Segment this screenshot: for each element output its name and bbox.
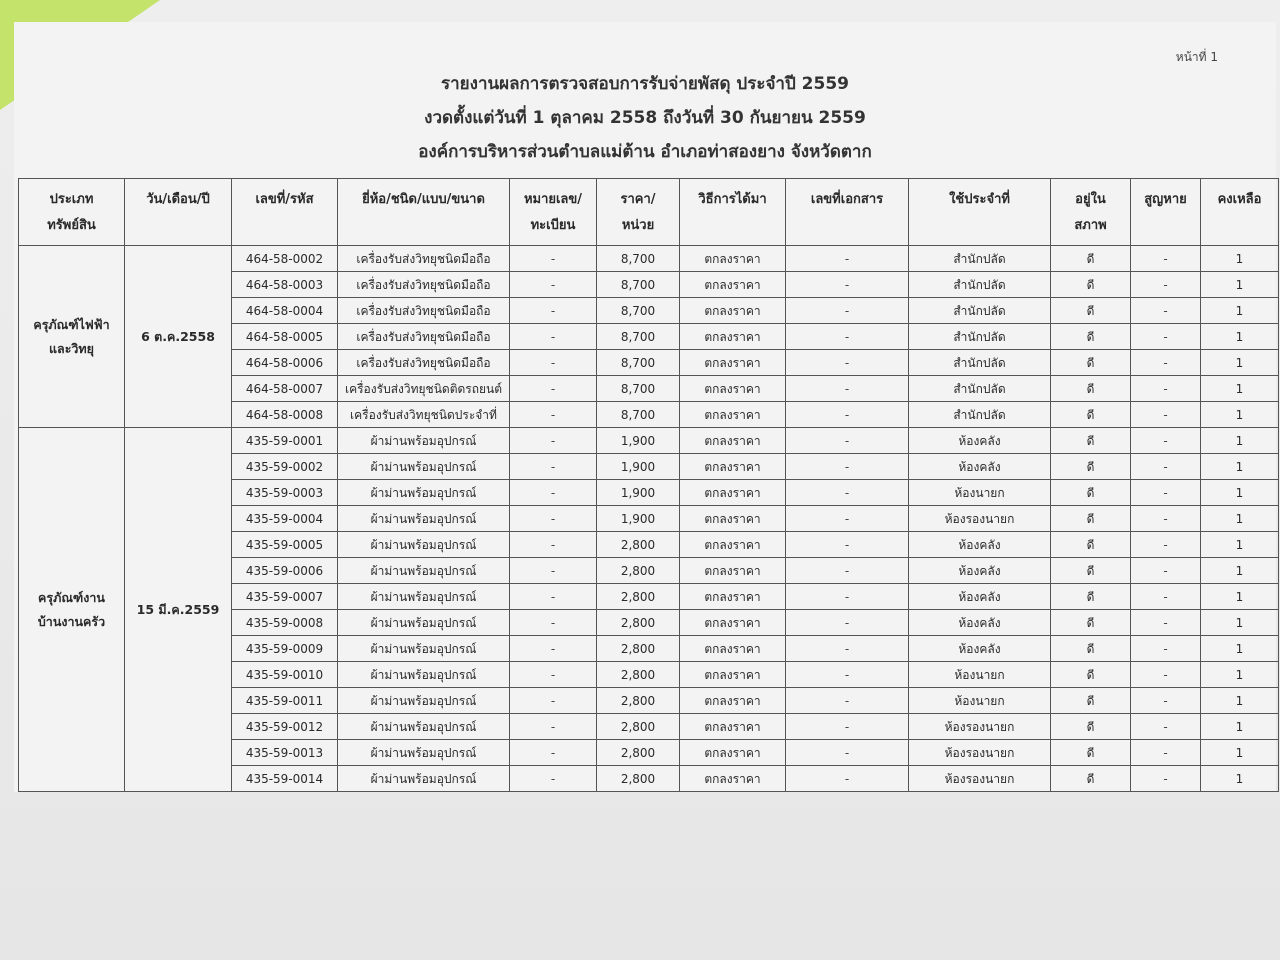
remaining-cell: 1	[1201, 428, 1279, 454]
remaining-cell: 1	[1201, 454, 1279, 480]
condition-cell: ดี	[1051, 714, 1131, 740]
registration-cell: -	[510, 272, 597, 298]
remaining-cell: 1	[1201, 688, 1279, 714]
report-period: งวดตั้งแต่วันที่ 1 ตุลาคม 2558 ถึงวันที่ 30 กันยายน 2559	[424, 108, 866, 128]
remaining-cell: 1	[1201, 610, 1279, 636]
inventory-table	[18, 178, 1279, 792]
col-price: ราคา/ หน่วย	[597, 179, 680, 246]
acquisition-method-cell: ตกลงราคา	[680, 298, 786, 324]
location-cell: ห้องคลัง	[909, 584, 1051, 610]
item-description-cell: ผ้าม่านพร้อมอุปกรณ์	[338, 506, 510, 532]
lost-cell: -	[1131, 454, 1201, 480]
acquisition-method-cell: ตกลงราคา	[680, 766, 786, 792]
asset-category-cell: ครุภัณฑ์ไฟฟ้า และวิทยุ	[19, 246, 125, 428]
document-number-cell: -	[786, 480, 909, 506]
document-number-cell: -	[786, 402, 909, 428]
location-cell: สำนักปลัด	[909, 402, 1051, 428]
item-description-cell: ผ้าม่านพร้อมอุปกรณ์	[338, 480, 510, 506]
condition-cell: ดี	[1051, 584, 1131, 610]
location-cell: สำนักปลัด	[909, 350, 1051, 376]
condition-cell: ดี	[1051, 454, 1131, 480]
lost-cell: -	[1131, 662, 1201, 688]
price-cell: 8,700	[597, 324, 680, 350]
location-cell: ห้องคลัง	[909, 636, 1051, 662]
item-description-cell: ผ้าม่านพร้อมอุปกรณ์	[338, 766, 510, 792]
remaining-cell: 1	[1201, 402, 1279, 428]
registration-cell: -	[510, 428, 597, 454]
item-code-cell: 435-59-0010	[232, 662, 338, 688]
item-code-cell: 435-59-0004	[232, 506, 338, 532]
col-acquisition-method: วิธีการได้มา	[680, 179, 786, 246]
condition-cell: ดี	[1051, 766, 1131, 792]
registration-cell: -	[510, 246, 597, 272]
registration-cell: -	[510, 376, 597, 402]
registration-cell: -	[510, 402, 597, 428]
condition-cell: ดี	[1051, 506, 1131, 532]
price-cell: 2,800	[597, 558, 680, 584]
acquisition-method-cell: ตกลงราคา	[680, 454, 786, 480]
col-document-number: เลขที่เอกสาร	[786, 179, 909, 246]
condition-cell: ดี	[1051, 428, 1131, 454]
acquisition-method-cell: ตกลงราคา	[680, 376, 786, 402]
item-code-cell: 435-59-0001	[232, 428, 338, 454]
location-cell: ห้องคลัง	[909, 454, 1051, 480]
condition-cell: ดี	[1051, 480, 1131, 506]
col-date: วัน/เดือน/ปี	[125, 179, 232, 246]
price-cell: 8,700	[597, 272, 680, 298]
price-cell: 2,800	[597, 636, 680, 662]
item-code-cell: 464-58-0008	[232, 402, 338, 428]
lost-cell: -	[1131, 688, 1201, 714]
lost-cell: -	[1131, 740, 1201, 766]
registration-cell: -	[510, 350, 597, 376]
item-description-cell: ผ้าม่านพร้อมอุปกรณ์	[338, 558, 510, 584]
remaining-cell: 1	[1201, 272, 1279, 298]
condition-cell: ดี	[1051, 272, 1131, 298]
location-cell: สำนักปลัด	[909, 298, 1051, 324]
lost-cell: -	[1131, 506, 1201, 532]
document-number-cell: -	[786, 584, 909, 610]
price-cell: 8,700	[597, 376, 680, 402]
document-number-cell: -	[786, 454, 909, 480]
lost-cell: -	[1131, 402, 1201, 428]
item-description-cell: ผ้าม่านพร้อมอุปกรณ์	[338, 454, 510, 480]
remaining-cell: 1	[1201, 506, 1279, 532]
location-cell: ห้องนายก	[909, 480, 1051, 506]
price-cell: 8,700	[597, 298, 680, 324]
item-code-cell: 435-59-0013	[232, 740, 338, 766]
col-condition: อยู่ใน สภาพ	[1051, 179, 1131, 246]
col-brand-type: ยี่ห้อ/ชนิด/แบบ/ขนาด	[338, 179, 510, 246]
item-description-cell: เครื่องรับส่งวิทยุชนิดมือถือ	[338, 324, 510, 350]
condition-cell: ดี	[1051, 402, 1131, 428]
price-cell: 1,900	[597, 480, 680, 506]
price-cell: 2,800	[597, 532, 680, 558]
location-cell: ห้องรองนายก	[909, 740, 1051, 766]
item-code-cell: 435-59-0003	[232, 480, 338, 506]
registration-cell: -	[510, 558, 597, 584]
document-number-cell: -	[786, 740, 909, 766]
document-number-cell: -	[786, 714, 909, 740]
price-cell: 2,800	[597, 662, 680, 688]
condition-cell: ดี	[1051, 246, 1131, 272]
lost-cell: -	[1131, 714, 1201, 740]
col-lost: สูญหาย	[1131, 179, 1201, 246]
remaining-cell: 1	[1201, 766, 1279, 792]
lost-cell: -	[1131, 558, 1201, 584]
item-code-cell: 435-59-0005	[232, 532, 338, 558]
acquisition-date-cell: 6 ต.ค.2558	[125, 246, 232, 428]
item-description-cell: ผ้าม่านพร้อมอุปกรณ์	[338, 740, 510, 766]
registration-cell: -	[510, 766, 597, 792]
remaining-cell: 1	[1201, 714, 1279, 740]
condition-cell: ดี	[1051, 324, 1131, 350]
lost-cell: -	[1131, 324, 1201, 350]
item-code-cell: 435-59-0002	[232, 454, 338, 480]
document-number-cell: -	[786, 428, 909, 454]
acquisition-method-cell: ตกลงราคา	[680, 428, 786, 454]
remaining-cell: 1	[1201, 246, 1279, 272]
item-code-cell: 435-59-0006	[232, 558, 338, 584]
registration-cell: -	[510, 454, 597, 480]
acquisition-method-cell: ตกลงราคา	[680, 714, 786, 740]
condition-cell: ดี	[1051, 532, 1131, 558]
item-code-cell: 464-58-0005	[232, 324, 338, 350]
asset-category-cell: ครุภัณฑ์งาน บ้านงานครัว	[19, 428, 125, 792]
item-code-cell: 435-59-0011	[232, 688, 338, 714]
lost-cell: -	[1131, 610, 1201, 636]
item-description-cell: ผ้าม่านพร้อมอุปกรณ์	[338, 610, 510, 636]
document-number-cell: -	[786, 506, 909, 532]
location-cell: ห้องรองนายก	[909, 714, 1051, 740]
condition-cell: ดี	[1051, 610, 1131, 636]
item-description-cell: ผ้าม่านพร้อมอุปกรณ์	[338, 714, 510, 740]
condition-cell: ดี	[1051, 740, 1131, 766]
acquisition-date-cell: 15 มี.ค.2559	[125, 428, 232, 792]
item-description-cell: เครื่องรับส่งวิทยุชนิดมือถือ	[338, 298, 510, 324]
acquisition-method-cell: ตกลงราคา	[680, 558, 786, 584]
acquisition-method-cell: ตกลงราคา	[680, 350, 786, 376]
document-page	[14, 22, 1276, 792]
document-number-cell: -	[786, 350, 909, 376]
item-code-cell: 464-58-0004	[232, 298, 338, 324]
item-description-cell: ผ้าม่านพร้อมอุปกรณ์	[338, 636, 510, 662]
remaining-cell: 1	[1201, 298, 1279, 324]
document-number-cell: -	[786, 532, 909, 558]
document-number-cell: -	[786, 688, 909, 714]
item-code-cell: 464-58-0006	[232, 350, 338, 376]
document-number-cell: -	[786, 246, 909, 272]
acquisition-method-cell: ตกลงราคา	[680, 402, 786, 428]
price-cell: 2,800	[597, 584, 680, 610]
lost-cell: -	[1131, 480, 1201, 506]
price-cell: 2,800	[597, 714, 680, 740]
registration-cell: -	[510, 662, 597, 688]
document-number-cell: -	[786, 766, 909, 792]
registration-cell: -	[510, 740, 597, 766]
item-description-cell: เครื่องรับส่งวิทยุชนิดมือถือ	[338, 350, 510, 376]
remaining-cell: 1	[1201, 636, 1279, 662]
item-description-cell: ผ้าม่านพร้อมอุปกรณ์	[338, 428, 510, 454]
remaining-cell: 1	[1201, 324, 1279, 350]
price-cell: 1,900	[597, 454, 680, 480]
table-header-row	[19, 179, 1279, 246]
item-code-cell: 435-59-0014	[232, 766, 338, 792]
lost-cell: -	[1131, 298, 1201, 324]
remaining-cell: 1	[1201, 532, 1279, 558]
remaining-cell: 1	[1201, 740, 1279, 766]
col-location: ใช้ประจำที่	[909, 179, 1051, 246]
report-organization: องค์การบริหารส่วนตำบลแม่ต้าน อำเภอท่าสองยาง จังหวัดตาก	[418, 142, 872, 162]
item-description-cell: ผ้าม่านพร้อมอุปกรณ์	[338, 662, 510, 688]
location-cell: ห้องนายก	[909, 688, 1051, 714]
item-description-cell: ผ้าม่านพร้อมอุปกรณ์	[338, 688, 510, 714]
location-cell: สำนักปลัด	[909, 376, 1051, 402]
remaining-cell: 1	[1201, 584, 1279, 610]
price-cell: 1,900	[597, 428, 680, 454]
table-row	[19, 428, 1279, 454]
document-number-cell: -	[786, 636, 909, 662]
item-description-cell: เครื่องรับส่งวิทยุชนิดติดรถยนต์	[338, 376, 510, 402]
acquisition-method-cell: ตกลงราคา	[680, 532, 786, 558]
lost-cell: -	[1131, 766, 1201, 792]
location-cell: สำนักปลัด	[909, 324, 1051, 350]
item-code-cell: 435-59-0008	[232, 610, 338, 636]
document-number-cell: -	[786, 662, 909, 688]
registration-cell: -	[510, 610, 597, 636]
location-cell: ห้องนายก	[909, 662, 1051, 688]
acquisition-method-cell: ตกลงราคา	[680, 662, 786, 688]
page-number: หน้าที่ 1	[1175, 50, 1218, 64]
acquisition-method-cell: ตกลงราคา	[680, 740, 786, 766]
location-cell: ห้องรองนายก	[909, 506, 1051, 532]
acquisition-method-cell: ตกลงราคา	[680, 324, 786, 350]
item-code-cell: 464-58-0002	[232, 246, 338, 272]
lost-cell: -	[1131, 246, 1201, 272]
document-number-cell: -	[786, 324, 909, 350]
location-cell: สำนักปลัด	[909, 272, 1051, 298]
item-code-cell: 464-58-0007	[232, 376, 338, 402]
document-number-cell: -	[786, 558, 909, 584]
price-cell: 2,800	[597, 766, 680, 792]
condition-cell: ดี	[1051, 636, 1131, 662]
acquisition-method-cell: ตกลงราคา	[680, 480, 786, 506]
col-asset-type: ประเภท ทรัพย์สิน	[19, 179, 125, 246]
location-cell: ห้องคลัง	[909, 532, 1051, 558]
item-code-cell: 464-58-0003	[232, 272, 338, 298]
table-row	[19, 246, 1279, 272]
acquisition-method-cell: ตกลงราคา	[680, 246, 786, 272]
lost-cell: -	[1131, 350, 1201, 376]
acquisition-method-cell: ตกลงราคา	[680, 272, 786, 298]
price-cell: 2,800	[597, 610, 680, 636]
price-cell: 2,800	[597, 688, 680, 714]
registration-cell: -	[510, 506, 597, 532]
report-title: รายงานผลการตรวจสอบการรับจ่ายพัสดุ ประจำปี 2559	[441, 74, 849, 94]
location-cell: ห้องคลัง	[909, 610, 1051, 636]
location-cell: ห้องคลัง	[909, 428, 1051, 454]
item-code-cell: 435-59-0009	[232, 636, 338, 662]
item-description-cell: เครื่องรับส่งวิทยุชนิดมือถือ	[338, 246, 510, 272]
item-description-cell: ผ้าม่านพร้อมอุปกรณ์	[338, 532, 510, 558]
item-code-cell: 435-59-0012	[232, 714, 338, 740]
lost-cell: -	[1131, 272, 1201, 298]
registration-cell: -	[510, 688, 597, 714]
remaining-cell: 1	[1201, 558, 1279, 584]
price-cell: 1,900	[597, 506, 680, 532]
acquisition-method-cell: ตกลงราคา	[680, 584, 786, 610]
location-cell: สำนักปลัด	[909, 246, 1051, 272]
col-registration: หมายเลข/ ทะเบียน	[510, 179, 597, 246]
item-description-cell: ผ้าม่านพร้อมอุปกรณ์	[338, 584, 510, 610]
location-cell: ห้องคลัง	[909, 558, 1051, 584]
col-remaining: คงเหลือ	[1201, 179, 1279, 246]
document-number-cell: -	[786, 272, 909, 298]
price-cell: 2,800	[597, 740, 680, 766]
registration-cell: -	[510, 298, 597, 324]
lost-cell: -	[1131, 532, 1201, 558]
remaining-cell: 1	[1201, 662, 1279, 688]
registration-cell: -	[510, 324, 597, 350]
remaining-cell: 1	[1201, 480, 1279, 506]
condition-cell: ดี	[1051, 688, 1131, 714]
registration-cell: -	[510, 584, 597, 610]
acquisition-method-cell: ตกลงราคา	[680, 610, 786, 636]
lost-cell: -	[1131, 636, 1201, 662]
condition-cell: ดี	[1051, 298, 1131, 324]
price-cell: 8,700	[597, 246, 680, 272]
remaining-cell: 1	[1201, 350, 1279, 376]
condition-cell: ดี	[1051, 376, 1131, 402]
remaining-cell: 1	[1201, 376, 1279, 402]
condition-cell: ดี	[1051, 558, 1131, 584]
acquisition-method-cell: ตกลงราคา	[680, 688, 786, 714]
document-number-cell: -	[786, 298, 909, 324]
document-number-cell: -	[786, 610, 909, 636]
document-number-cell: -	[786, 376, 909, 402]
condition-cell: ดี	[1051, 662, 1131, 688]
item-description-cell: เครื่องรับส่งวิทยุชนิดประจำที่	[338, 402, 510, 428]
location-cell: ห้องรองนายก	[909, 766, 1051, 792]
price-cell: 8,700	[597, 402, 680, 428]
col-code: เลขที่/รหัส	[232, 179, 338, 246]
lost-cell: -	[1131, 584, 1201, 610]
condition-cell: ดี	[1051, 350, 1131, 376]
price-cell: 8,700	[597, 350, 680, 376]
lost-cell: -	[1131, 428, 1201, 454]
item-description-cell: เครื่องรับส่งวิทยุชนิดมือถือ	[338, 272, 510, 298]
acquisition-method-cell: ตกลงราคา	[680, 636, 786, 662]
registration-cell: -	[510, 480, 597, 506]
registration-cell: -	[510, 532, 597, 558]
acquisition-method-cell: ตกลงราคา	[680, 506, 786, 532]
registration-cell: -	[510, 636, 597, 662]
lost-cell: -	[1131, 376, 1201, 402]
item-code-cell: 435-59-0007	[232, 584, 338, 610]
registration-cell: -	[510, 714, 597, 740]
